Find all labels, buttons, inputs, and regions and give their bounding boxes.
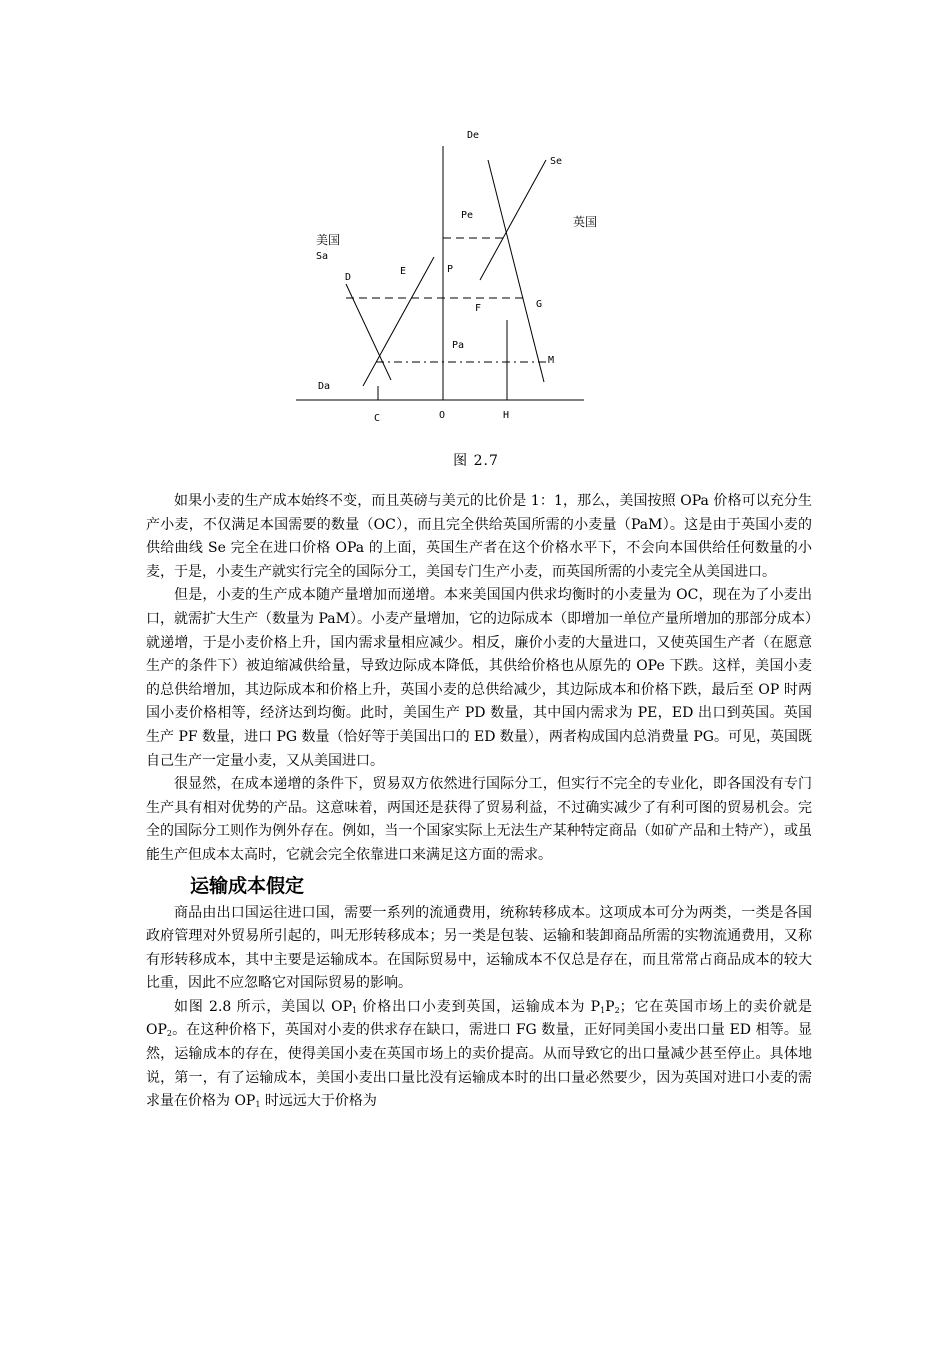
uk-demand-curve xyxy=(488,160,544,382)
label-h: H xyxy=(503,410,510,421)
p5-part-b: 价格出口小麦到英国，运输成本为 P xyxy=(357,998,601,1015)
p5-subscript-2: 1 xyxy=(600,1005,606,1015)
paragraph-5 xyxy=(146,996,812,1114)
label-se: Se xyxy=(550,156,563,167)
p5-subscript-5: 1 xyxy=(255,1100,261,1110)
label-pa: Pa xyxy=(452,340,465,351)
paragraph-1: 如果小麦的生产成本始终不变，而且英磅与美元的比价是 1：1，那么，美国按照 OPa 价格可以充分生产小麦，不仅满足本国需要的数量（OC），而且完全供给英国所需的小麦量（PaM）。这是由于英国小麦的供给曲线 Se 完全在进口价格 OPa 的上面，英国生产者在这个价格水平下，不会向本国供给任何数量的小麦，于是，小麦生产就实行完全的国际分工，美国专门生产小麦，而英国所需的小麦完全从美国进口。 xyxy=(146,493,812,580)
p5-subscript-3: 2 xyxy=(614,1005,620,1015)
label-us: 美国 xyxy=(316,233,341,247)
label-c: C xyxy=(374,413,381,424)
figure-2-7-diagram xyxy=(280,120,640,430)
uk-supply-curve xyxy=(480,160,546,280)
label-sa: Sa xyxy=(316,251,329,262)
section-heading: 运输成本假定 xyxy=(190,874,305,897)
us-supply-curve xyxy=(363,257,434,386)
label-p: P xyxy=(447,264,454,275)
supply-demand-diagram xyxy=(280,120,640,430)
label-m: M xyxy=(548,355,555,366)
paragraph-3: 很显然，在成本递增的条件下，贸易双方依然进行国际分工，但实行不完全的专业化，即各国没有专门生产具有相对优势的产品。这意味着，两国还是获得了贸易利益，不过确实减少了有利可图的贸易机会。完全的国际分工则作为例外存在。例如，当一个国家实际上无法生产某种特定商品（如矿产品和土特产），或虽能生产但成本太高时，它就会完全依靠进口来满足这方面的需求。 xyxy=(146,776,812,863)
label-uk: 英国 xyxy=(573,215,598,229)
figure-caption: 图 2.7 xyxy=(453,453,499,469)
label-pe: Pe xyxy=(461,210,474,221)
p5-part-d: ；它在英国市场上的卖价就是 OP xyxy=(146,998,813,1039)
p5-part-c: P xyxy=(605,998,615,1015)
label-f: F xyxy=(475,303,482,314)
p5-part-a: 如图 2.8 所示，美国以 OP xyxy=(174,998,352,1015)
p5-part-e: 。在这种价格下，英国对小麦的供求存在缺口，需进口 FG 数量，正好同美国小麦出口量 ED 相等。显然，运输成本的存在，使得美国小麦在英国市场上的卖价提高。从而导致它的出口量减少甚至停止。具体地说，第一，有了运输成本，美国小麦出口量比没有运输成本时的出口量必然要少，因为英国对进口小麦的需求量在价格为 OP xyxy=(146,1022,812,1110)
label-o: O xyxy=(439,410,446,421)
p5-subscript-4: 2 xyxy=(166,1029,172,1039)
label-da: Da xyxy=(318,381,331,392)
label-d: D xyxy=(345,272,352,283)
p5-subscript-1: 1 xyxy=(352,1005,358,1015)
p5-part-f: 时远远大于价格为 xyxy=(260,1093,377,1110)
label-e: E xyxy=(400,266,407,277)
body-text xyxy=(146,490,812,1114)
paragraph-4: 商品由出口国运往进口国，需要一系列的流通费用，统称转移成本。这项成本可分为两类，一类是各国政府管理对外贸易所引起的，叫无形转移成本；另一类是包装、运输和装卸商品所需的实物流通费用，又称有形转移成本，其中主要是运输成本。在国际贸易中，运输成本不仅总是存在，而且常常占商品成本的较大比重，因此不应忽略它对国际贸易的影响。 xyxy=(146,904,812,992)
paragraph-2: 但是，小麦的生产成本随产量增加而递增。本来美国国内供求均衡时的小麦量为 OC，现在为了小麦出口，就需扩大生产（数量为 PaM）。小麦产量增加，它的边际成本（即增加一单位产量所增加的那部分成本）就递增，于是小麦价格上升，国内需求量相应减少。相反，廉价小麦的大量进口，又使英国生产者（在愿意生产的条件下）被迫缩减供给量，导致边际成本降低，其供给价格也从原先的 OPe 下跌。这样，美国小麦的总供给增加，其边际成本和价格上升，英国小麦的总供给减少，其边际成本和价格下跌，最后至 OP 时两国小麦价格相等，经济达到均衡。此时，美国生产 PD 数量，其中国内需求为 PE，ED 出口到英国。英国生产 PF 数量，进口 PG 数量（恰好等于美国出口的 ED 数量），两者构成国内总消费量 PG。可见，英国既自己生产一定量小麦，又从美国进口。 xyxy=(146,587,812,769)
label-g: G xyxy=(536,299,543,310)
label-de: De xyxy=(467,130,480,141)
